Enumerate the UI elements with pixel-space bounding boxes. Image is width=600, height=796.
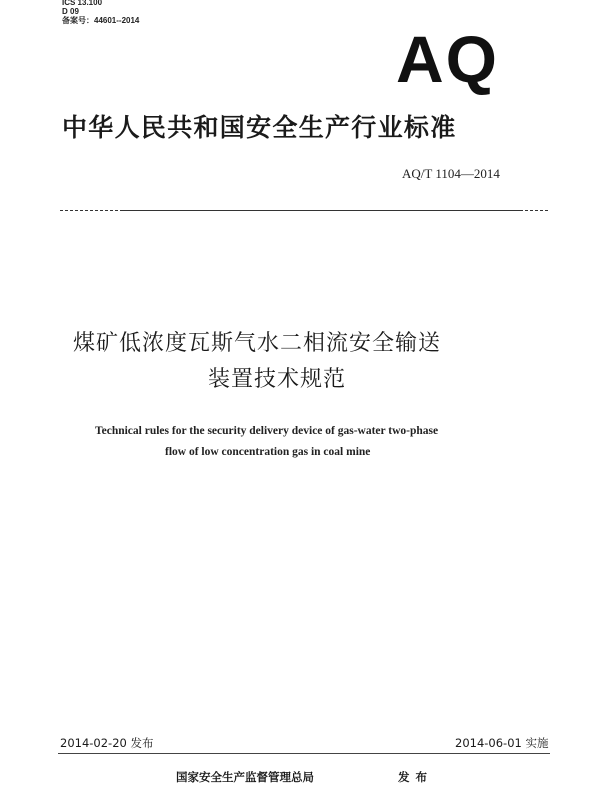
- english-title-line-1: Technical rules for the security delivery device of gas-water two-phase: [95, 425, 439, 437]
- publish-date: 2014-02-20 发布: [60, 736, 154, 750]
- aq-logo: AQ: [396, 22, 499, 96]
- english-title-line-2: flow of low concentration gas in coal mine: [165, 446, 371, 458]
- header-divider-solid: [120, 210, 520, 211]
- classification-code: D 09: [62, 7, 79, 16]
- industry-standard-title: 中华人民共和国安全生产行业标准: [62, 113, 457, 142]
- standard-number: AQ/T 1104—2014: [402, 166, 500, 181]
- issue-label: 发布: [398, 770, 433, 784]
- footer-divider: [58, 753, 550, 754]
- record-number: 备案号：44601--2014: [62, 16, 140, 25]
- ics-code: ICS 13.100: [62, 0, 103, 7]
- chinese-title-line-2: 装置技术规范: [208, 367, 347, 392]
- chinese-title-line-1: 煤矿低浓度瓦斯气水二相流安全输送: [73, 331, 442, 356]
- implement-date: 2014-06-01 实施: [455, 736, 549, 750]
- issuing-authority: 国家安全生产监督管理总局: [176, 770, 314, 784]
